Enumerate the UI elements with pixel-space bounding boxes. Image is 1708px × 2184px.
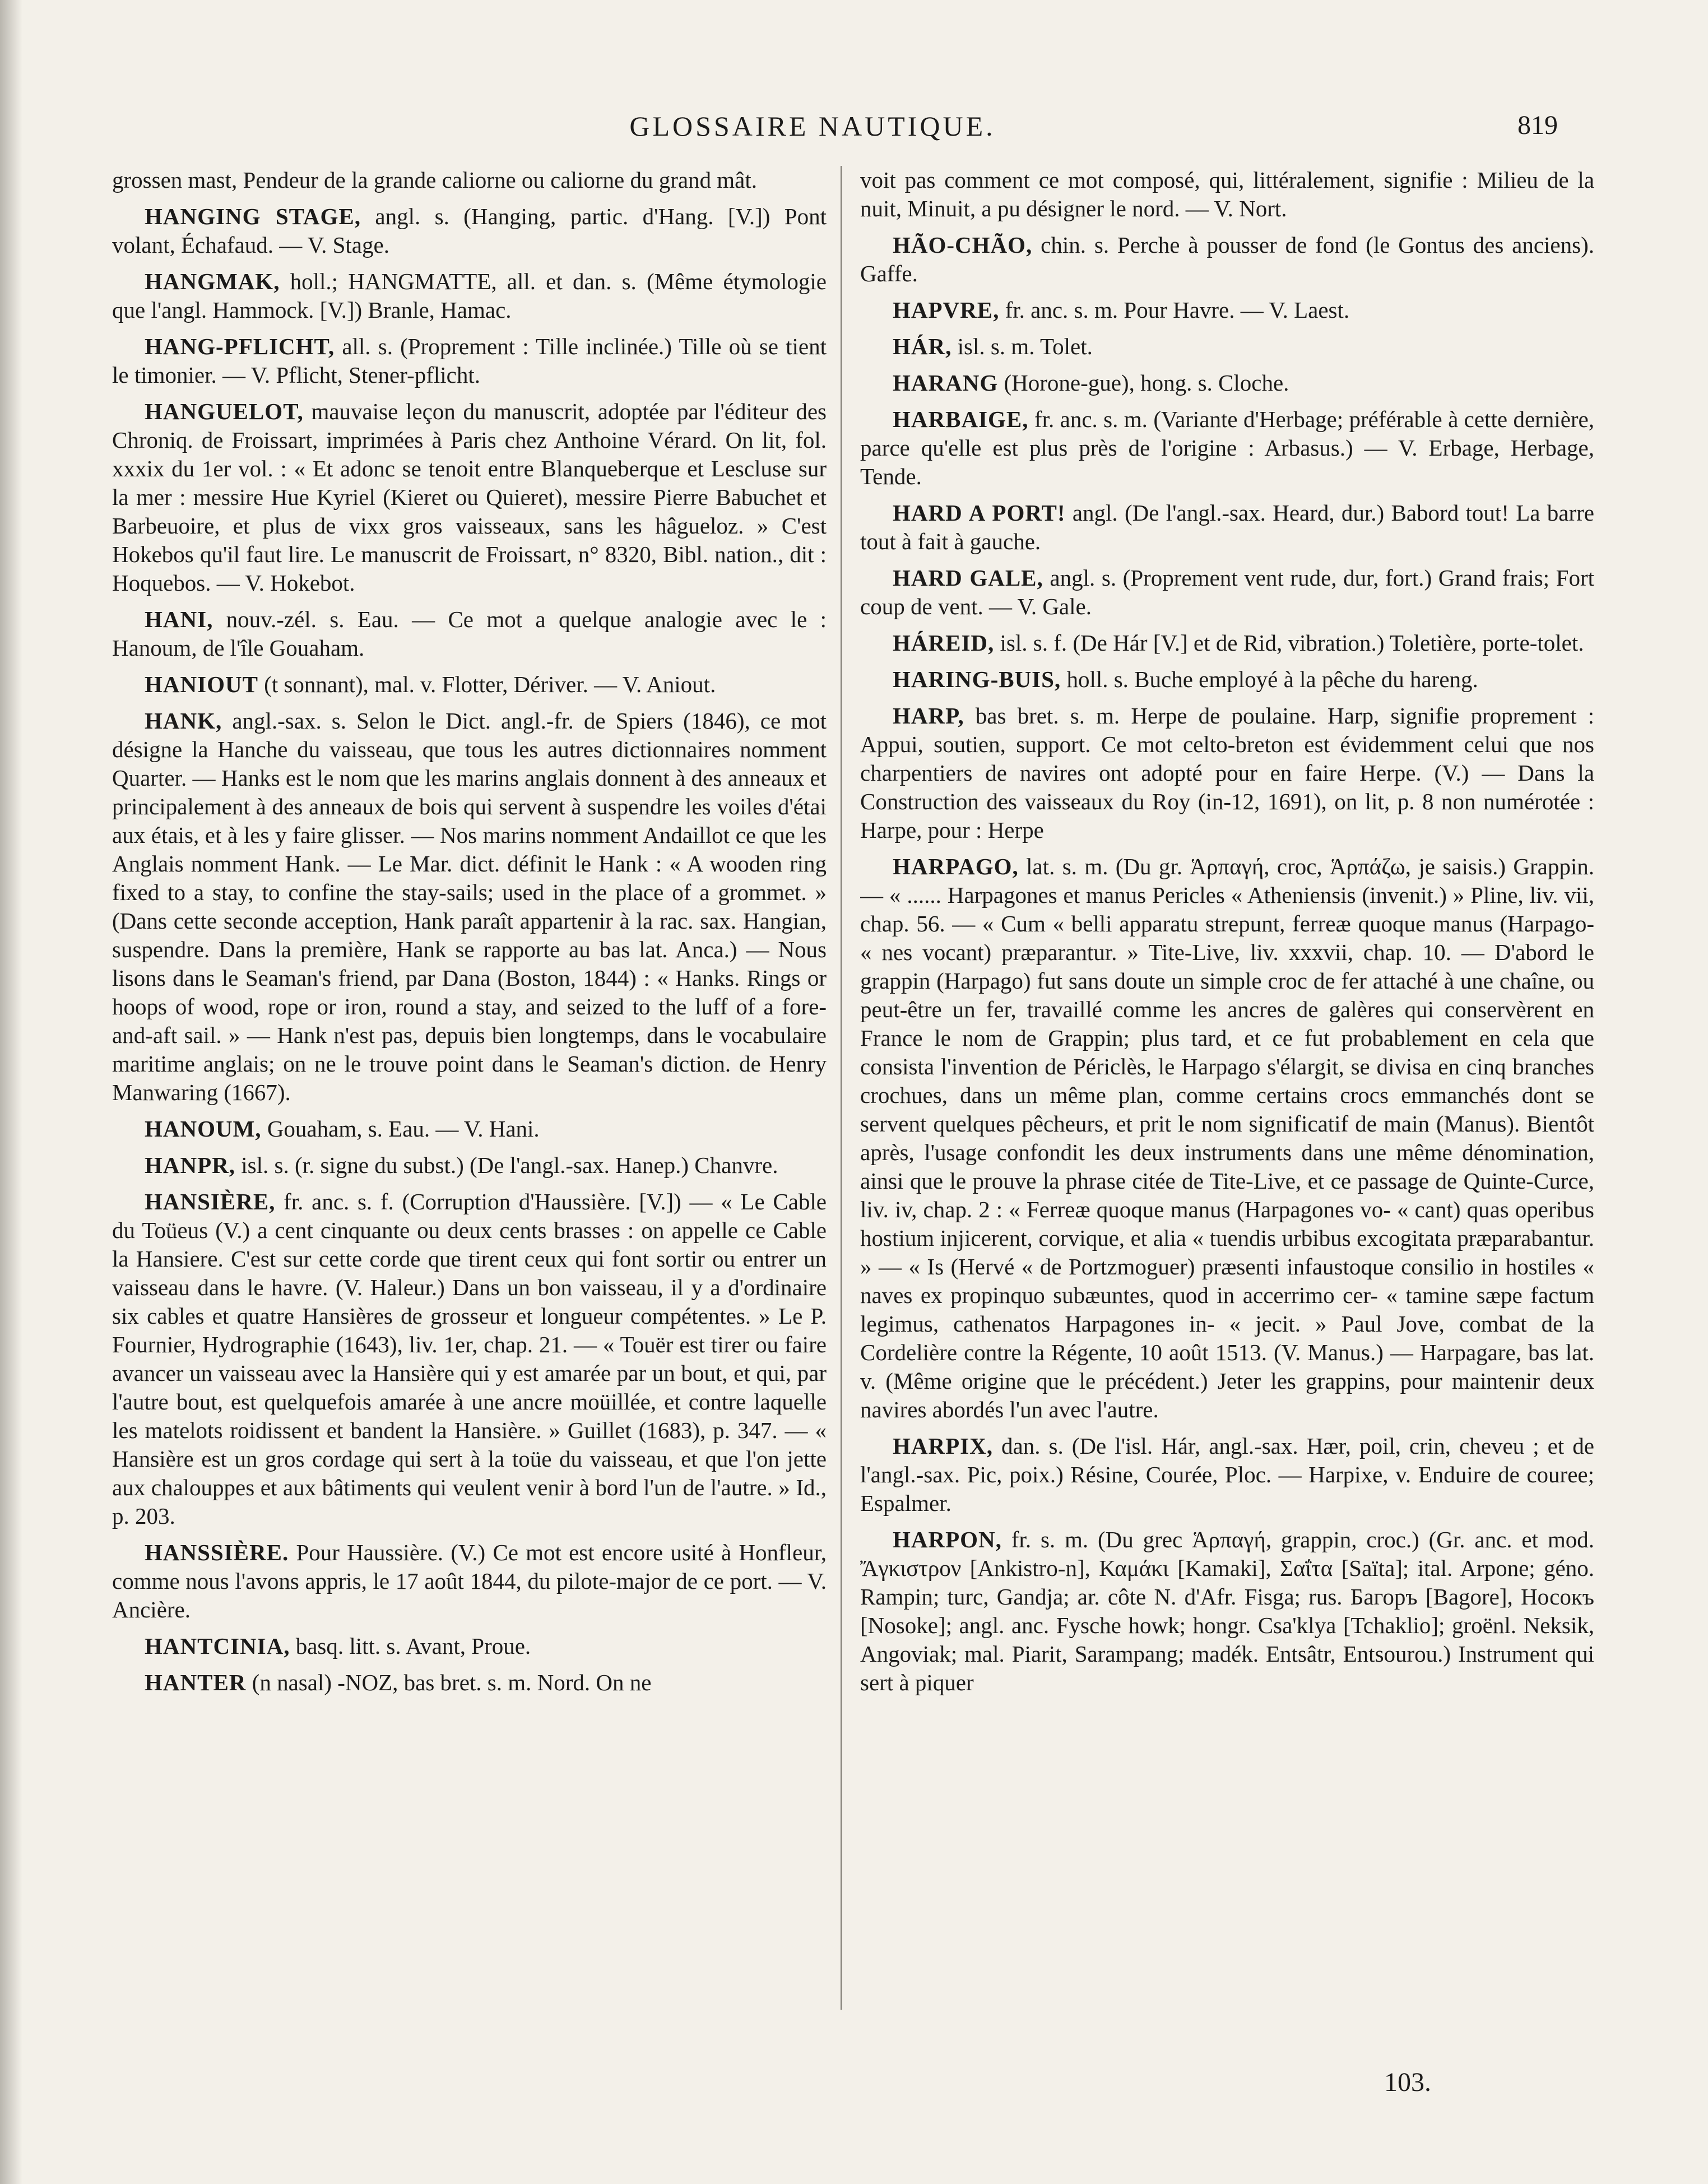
glossary-entry [112, 1151, 827, 1180]
glossary-entry [860, 166, 1594, 223]
column-rule [841, 166, 842, 2010]
right-column [860, 166, 1594, 2004]
entry-text: basq. litt. s. Avant, Proue. [295, 1633, 531, 1659]
glossary-entry [112, 605, 827, 662]
entry-headword: HANSIÈRE, [145, 1189, 276, 1214]
entry-text: isl. s. m. Tolet. [957, 333, 1093, 359]
glossary-entry [860, 1432, 1594, 1518]
glossary-entry [112, 1632, 827, 1661]
glossary-entry [112, 1668, 827, 1697]
entry-text: bas bret. s. m. Herpe de poulaine. Harp, signifie proprement : Appui, soutien, support. Ce mot celto-breton est évidemment celui que nos charpentiers de navires ont adopté pour en faire Herpe. (V.) — Dans la Construction des vaisseaux du Roy (in-12, 1691), on lit, p. 8 non numérotée : Harpe, pour : Herpe [860, 703, 1594, 843]
glossary-entry [112, 670, 827, 699]
entry-text: mauvaise leçon du manuscrit, adoptée par l'éditeur des Chroniq. de Froissart, imprimées à Paris chez Anthoine Vérard. On lit, fol. xxxix du 1er vol. : « Et adonc se tenoit entre Blanqueberque et Lescluse sur la mer : messire Hue Kyriel (Kieret ou Quieret), messire Pierre Babuchet et Barbeuoire, et plus de vixx gros vaisseaux, sans les hâgueloz. » C'est Hokebos qu'il faut lire. Le manuscrit de Froissart, n° 8320, Bibl. nation., dit : Hoquebos. — V. Hokebot. [112, 398, 827, 596]
glossary-entry [860, 702, 1594, 845]
glossary-entry [112, 267, 827, 324]
entry-headword: HARBAIGE, [893, 406, 1029, 432]
glossary-entry [860, 852, 1594, 1424]
entry-headword: HARPIX, [893, 1433, 993, 1459]
entry-headword: HARP, [893, 703, 964, 729]
entry-text: (t sonnant), mal. v. Flotter, Dériver. — V. Aniout. [264, 671, 716, 697]
entry-text: fr. anc. s. f. (Corruption d'Haussière. [V.]) — « Le Cable du Toüeus (V.) a cent cinquante ou deux cents brasses : on appelle ce Cable la Hansiere. C'est sur cette corde que tirent ceux qui font sortir ou entrer un vaisseau dans le havre. (V. Haleur.) Dans un bon vaisseau, il y a d'ordinaire six cables et quatre Hansières de grosseur et longueur compétentes. » Le P. Fournier, Hydrographie (1643), liv. 1er, chap. 21. — « Touër est tirer ou faire avancer un vaisseau avec la Hansière qui y est amarée par un bout, et qui, par l'autre bout, est quelquefois amarée à une ancre moüillée, et contre laquelle les matelots roidissent et bandent la Hansière. » Guillet (1683), p. 347. — « Hansière est un gros cordage qui sert à la toüe du vaisseau, et que l'on jette aux chalouppes et aux bâtiments qui veulent venir à bord l'un de l'autre. » Id., p. 203. [112, 1189, 827, 1529]
entry-text: lat. s. m. (Du gr. Ἁρπαγή, croc, Ἁρπάζω, je saisis.) Grappin. — « ...... Harpagones et manus Pericles « Atheniensis (invenit.) » Pline, liv. vii, chap. 56. — « Cum « belli apparatu strepunt, ferreæ quoque manus (Harpago- « nes vocant) præparantur. » Tite-Live, liv. xxxvii, chap. 10. — D'abord le grappin (Harpago) fut sans doute un simple croc de fer attaché à une chaîne, ou peut-être un fer, travaillé comme les ancres de galères qui conservèrent en France le nom de Grappin; plus tard, et ce fut probablement en cela que consista l'invention de Périclès, le Harpago s'élargit, se divisa en cinq branches crochues, dans un même plan, comme certains crocs emmanchés dont se servent quelques pêcheurs, et prit le nom significatif de main (Manus). Bientôt après, l'usage confondit les deux instruments dans une même dénomination, ainsi que le prouve la phrase citée de Tite-Live, et ce passage de Quinte-Curce, liv. iv, chap. 2 : « Ferreæ quoque manus (Harpagones vo- « cant) quas operibus hostium injicerent, corvique, et alia « tuendis urbibus excogitata præparabantur. » — « Is (Hervé « de Portzmoguer) præsenti infaustoque consilio in hostiles « naves ex propinquo subæuntes, quod in accerrimo cer- « tamine sæpe factum legimus, cathenatos Harpagones in- « jecit. » Paul Jove, combat de la Cordelière contre la Régente, 10 août 1513. (V. Manus.) — Harpagare, bas lat. v. (Même origine que le précédent.) Jeter les grappins, pour maintenir deux navires abordés l'un avec l'autre. [860, 854, 1594, 1422]
glossary-entry [112, 1115, 827, 1143]
entry-headword: HANIOUT [145, 671, 258, 697]
entry-text: angl. (De l'angl.-sax. Heard, dur.) Babord tout! La barre tout à fait à gauche. [860, 500, 1594, 554]
glossary-entry [112, 166, 827, 194]
entry-text: all. s. (Proprement : Tille inclinée.) Tille où se tient le timonier. — V. Pflicht, Stener-pflicht. [112, 333, 827, 388]
entry-text: grossen mast, Pendeur de la grande caliorne ou caliorne du grand mât. [112, 167, 758, 193]
entry-headword: HANSSIÈRE. [145, 1540, 289, 1565]
entry-text: fr. s. m. (Du grec Ἁρπαγή, grappin, croc.) (Gr. anc. et mod. Ἄγκιστρον [Ankistro-n], Καμάκι [Kamaki], Σαΐτα [Saïta]; ital. Arpone; géno. Rampin; turc, Gandja; ar. côte N. d'Afr. Fisga; rus. Багоръ [Bagore], Носокъ [Nosoke]; angl. anc. Fysche howk; hongr. Csa'klya [Tchaklio]; groënl. Neksik, Angoviak; mal. Piarit, Sarampang; madék. Entsâtr, Entsourou.) Instrument qui sert à piquer [860, 1527, 1594, 1695]
entry-text: holl.; HANGMATTE, all. et dan. s. (Même étymologie que l'angl. Hammock. [V.]) Branle, Hamac. [112, 268, 827, 323]
entry-headword: HÃO-CHÃO, [893, 232, 1033, 258]
entry-headword: HANPR, [145, 1152, 236, 1178]
entry-headword: HANI, [145, 606, 214, 632]
entry-headword: HARANG [893, 370, 999, 396]
glossary-entry [860, 629, 1594, 657]
entry-headword: HARD A PORT! [893, 500, 1066, 526]
entry-text: chin. s. Perche à pousser de fond (le Gontus des anciens). Gaffe. [860, 232, 1594, 286]
entry-headword: HANGUELOT, [145, 398, 304, 424]
entry-text: isl. s. (r. signe du subst.) (De l'angl.-sax. Hanep.) Chanvre. [241, 1152, 778, 1178]
entry-headword: HARING-BUIS, [893, 666, 1061, 692]
entry-text: (n nasal) -NOZ, bas bret. s. m. Nord. On ne [252, 1670, 652, 1695]
entry-text: angl. s. (Hanging, partic. d'Hang. [V.]) Pont volant, Échafaud. — V. Stage. [112, 203, 827, 258]
entry-headword: HARPAGO, [893, 854, 1019, 879]
entry-text: fr. anc. s. m. Pour Havre. — V. Laest. [1005, 297, 1350, 323]
entry-headword: HAPVRE, [893, 297, 1000, 323]
entry-headword: HARPON, [893, 1527, 1002, 1552]
entry-headword: HANGMAK, [145, 268, 280, 294]
gutter-shadow [0, 0, 22, 2184]
glossary-entry [860, 564, 1594, 621]
glossary-entry [860, 332, 1594, 361]
entry-text: isl. s. f. (De Hár [V.] et de Rid, vibration.) Toletière, porte-tolet. [1000, 630, 1584, 656]
entry-text: nouv.-zél. s. Eau. — Ce mot a quelque analogie avec le : Hanoum, de l'île Gouaham. [112, 606, 827, 661]
signature-mark: 103. [1384, 2067, 1431, 2097]
glossary-entry [112, 397, 827, 597]
entry-headword: HANTER [145, 1670, 247, 1695]
entry-text: angl. s. (Proprement vent rude, dur, fort.) Grand frais; Fort coup de vent. — V. Gale. [860, 565, 1594, 619]
entry-text: angl.-sax. s. Selon le Dict. angl.-fr. de Spiers (1846), ce mot désigne la Hanche du vaisseau, que tous les autres dictionnaires nomment Quarter. — Hanks est le nom que les marins anglais donnent à des anneaux et principalement à des anneaux de bois qui servent à suspendre les voiles d'étai aux étais, et à les y faire glisser. — Nos marins nomment Andaillot ce que les Anglais nomment Hank. — Le Mar. dict. définit le Hank : « A wooden ring fixed to a stay, to confine the stay-sails; used in the place of a grommet. » (Dans cette seconde acception, Hank paraît appartenir à la rac. sax. Hangian, suspendre. Dans la première, Hank se rapporte au bas lat. Anca.) — Nous lisons dans le Seaman's friend, par Dana (Boston, 1844) : « Hanks. Rings or hoops of wood, rope or iron, round a stay, and seized to the luff of a fore-and-aft sail. » — Hank n'est pas, depuis bien longtemps, dans le vocabulaire maritime anglais; on ne le trouve point dans le Seaman's diction. de Henry Manwaring (1667). [112, 708, 827, 1105]
entry-text: voit pas comment ce mot composé, qui, littéralement, signifie : Milieu de la nuit, Minuit, a pu désigner le nord. — V. Nort. [860, 167, 1594, 221]
glossary-entry [112, 1188, 827, 1531]
glossary-entry [112, 202, 827, 259]
glossary-entry [860, 665, 1594, 694]
glossary-entry [860, 499, 1594, 556]
glossary-entry [860, 231, 1594, 288]
entry-headword: HÁR, [893, 333, 952, 359]
entry-text: Gouaham, s. Eau. — V. Hani. [267, 1116, 540, 1142]
entry-headword: HARD GALE, [893, 565, 1043, 591]
glossary-entry [860, 405, 1594, 491]
entry-text: (Horone-gue), hong. s. Cloche. [1004, 370, 1289, 396]
glossary-entry [112, 332, 827, 389]
entry-headword: HANK, [145, 708, 222, 734]
entry-headword: HANGING STAGE, [145, 203, 361, 229]
glossary-entry [860, 1525, 1594, 1697]
glossary-entry [860, 296, 1594, 324]
entry-headword: HANOUM, [145, 1116, 262, 1142]
entry-text: dan. s. (De l'isl. Hár, angl.-sax. Hær, poil, crin, cheveu ; et de l'angl.-sax. Pic, poix.) Résine, Courée, Ploc. — Harpixe, v. Enduire de couree; Espalmer. [860, 1433, 1594, 1516]
entry-text: Pour Haussière. (V.) Ce mot est encore usité à Honfleur, comme nous l'avons appris, le 17 août 1844, du pilote-major de ce port. — V. Ancière. [112, 1540, 827, 1622]
page-number: 819 [1517, 110, 1558, 140]
left-column [112, 166, 827, 2004]
entry-text: holl. s. Buche employé à la pêche du hareng. [1066, 666, 1478, 692]
entry-headword: HÁREID, [893, 630, 995, 656]
glossary-entry [860, 369, 1594, 397]
running-title: GLOSSAIRE NAUTIQUE. [629, 110, 996, 142]
entry-headword: HANG-PFLICHT, [145, 333, 335, 359]
glossary-entry [112, 1538, 827, 1624]
glossary-entry [112, 707, 827, 1107]
entry-text: fr. anc. s. m. (Variante d'Herbage; préférable à cette dernière, parce qu'elle est plus près de l'origine : Arbasus.) — V. Erbage, Herbage, Tende. [860, 406, 1594, 489]
entry-headword: HANTCINIA, [145, 1633, 290, 1659]
